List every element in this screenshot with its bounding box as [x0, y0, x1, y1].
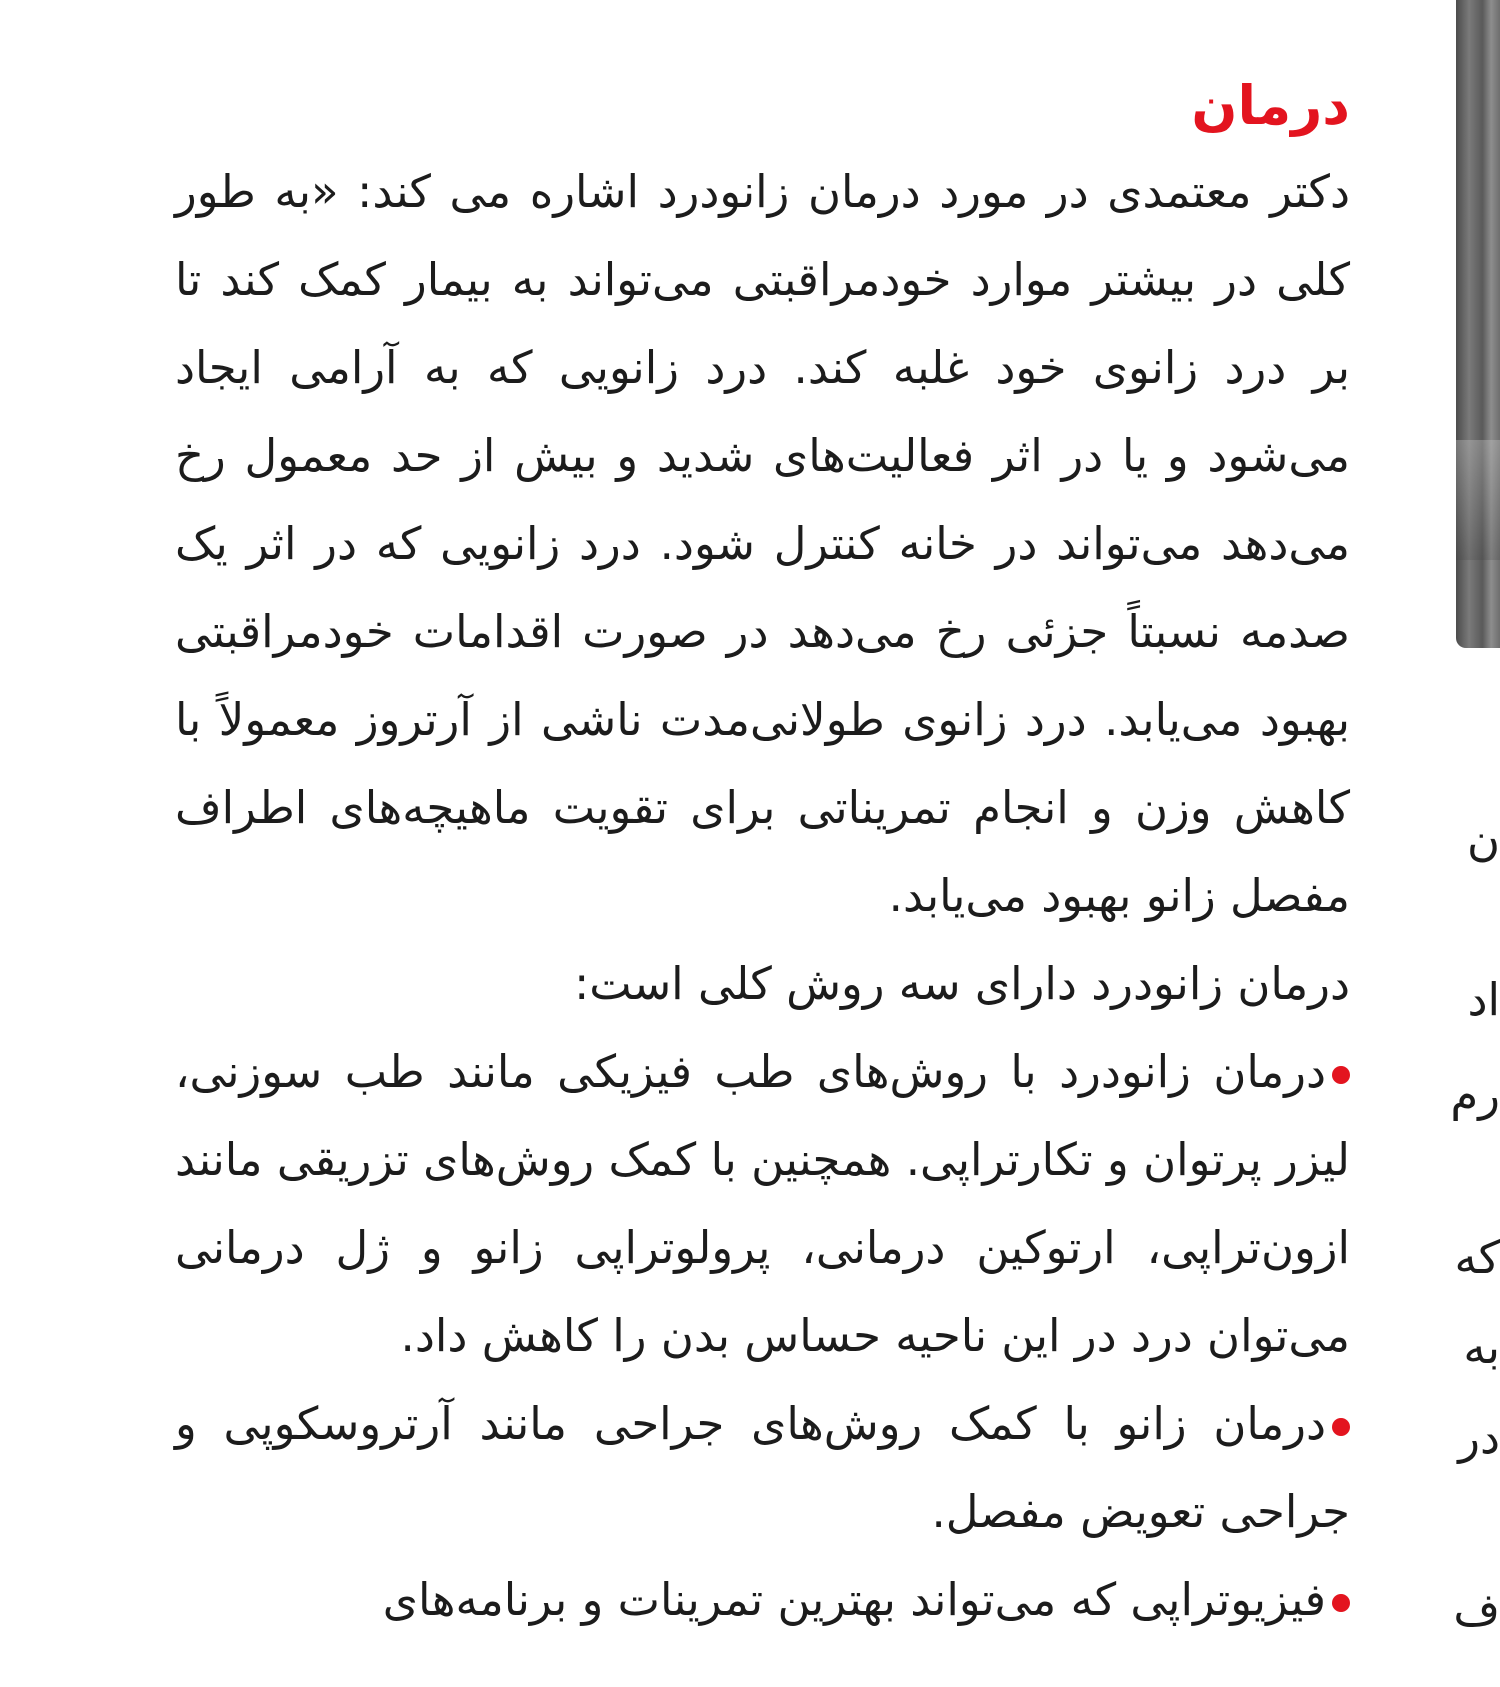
list-item-text: درمان زانودرد با روش‌های طب فیزیکی مانند طب سوزنی، لیزر پرتوان و تکارتراپی. همچنین با کمک روش‌های تزریقی مانند ازون‌تراپی، ارتوکین درمانی، پرولوتراپی زانو و ژل درمانی می‌توان درد در این ناحیه حساس بدن را کاهش داد.: [175, 1045, 1350, 1362]
adjacent-column-fragment: در: [1458, 1411, 1500, 1464]
article-paragraph: دکتر معتمدی در مورد درمان زانودرد اشاره می کند: «به طور کلی در بیشتر موارد خودمراقبتی می‌تواند به بیمار کمک کند تا بر درد زانوی خود غلبه کند. درد زانویی که به آرامی ایجاد می‌شود و یا در اثر فعالیت‌های شدید و بیش از حد معمول رخ می‌دهد می‌تواند در خانه کنترل شود. درد زانویی که در اثر یک صدمه نسبتاً جزئی رخ می‌دهد در صورت اقدامات خودمراقبتی بهبود می‌یابد. درد زانوی طولانی‌مدت ناشی از آرتروز معمولاً با کاهش وزن و انجام تمریناتی برای تقویت ماهیچه‌های اطراف مفصل زانو بهبود می‌یابد.: [175, 165, 1350, 922]
adjacent-column-fragment: ن: [1466, 813, 1500, 866]
section-title: درمان: [1191, 74, 1350, 137]
list-item: [175, 1028, 1350, 1380]
adjacent-column-fragment: ف: [1453, 1583, 1500, 1636]
bullet-dot-icon: [1332, 1418, 1350, 1436]
treatment-methods-list: [175, 1028, 1350, 1644]
adjacent-column-fragment: به: [1463, 1321, 1500, 1374]
bullet-dot-icon: [1332, 1594, 1350, 1612]
adjacent-column-fragment: اد: [1467, 973, 1500, 1026]
right-column-photo: [1456, 0, 1500, 648]
bullet-dot-icon: [1332, 1066, 1350, 1084]
list-item-text: فیزیوتراپی که می‌تواند بهترین تمرینات و برنامه‌های: [382, 1573, 1326, 1626]
article-column: [175, 70, 1350, 1644]
photo-shade: [1456, 440, 1500, 560]
list-item: [175, 1380, 1350, 1556]
methods-intro: درمان زانودرد دارای سه روش کلی است:: [574, 957, 1350, 1010]
list-item-text: درمان زانو با کمک روش‌های جراحی مانند آرتروسکوپی و جراحی تعویض مفصل.: [175, 1397, 1350, 1538]
adjacent-column-fragment: که: [1454, 1231, 1500, 1284]
adjacent-column-fragment: رم: [1450, 1068, 1500, 1121]
list-item: [175, 1556, 1350, 1644]
